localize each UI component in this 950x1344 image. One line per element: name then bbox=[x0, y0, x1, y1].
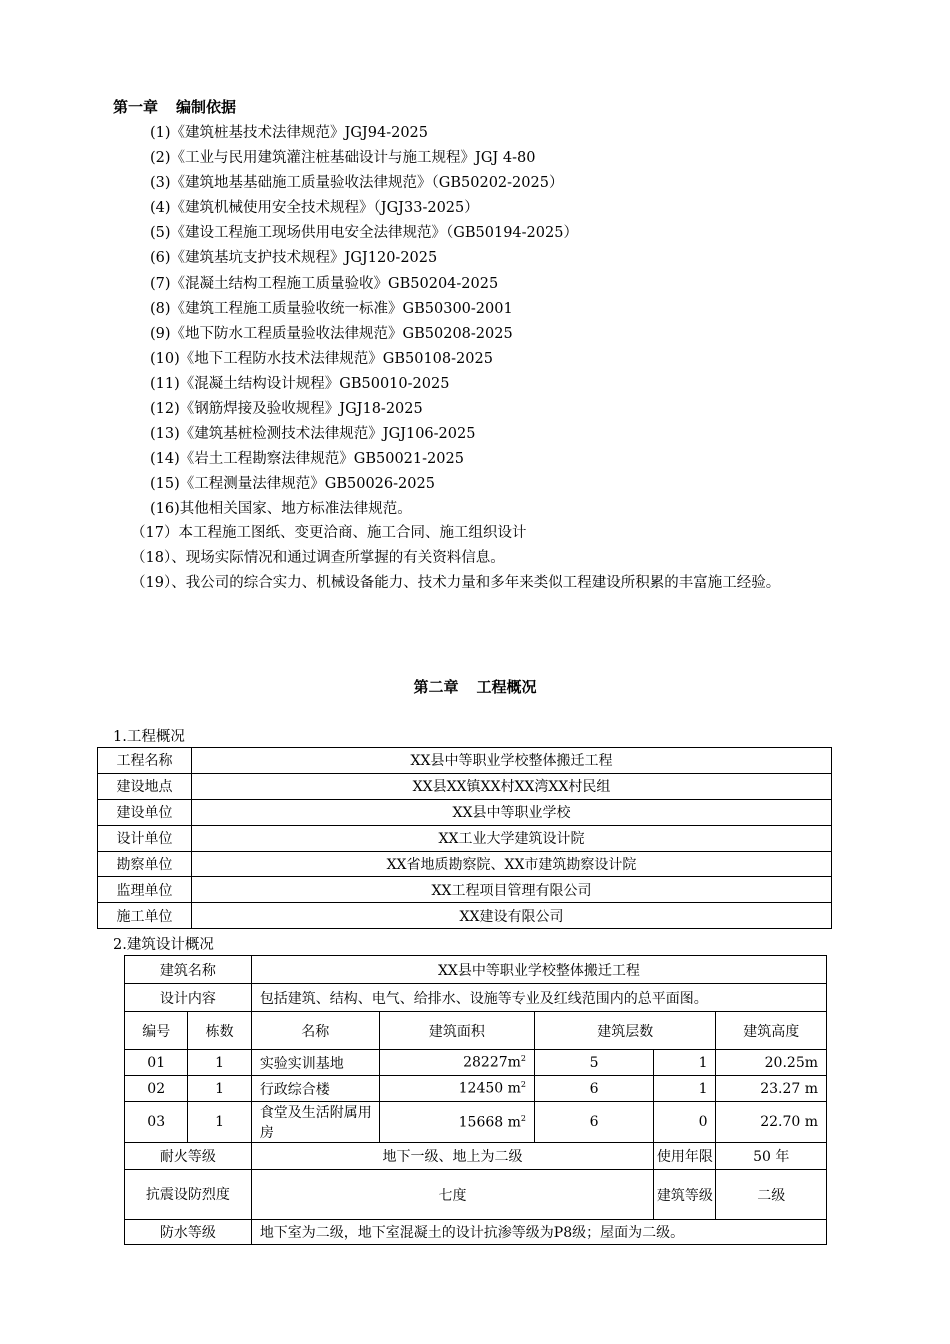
section2-label: 2.建筑设计概况 bbox=[113, 937, 214, 953]
column-header: 建筑高度 bbox=[716, 1012, 827, 1050]
cell-height: 23.27 m bbox=[716, 1076, 827, 1102]
overview-value: XX建设有限公司 bbox=[192, 903, 832, 929]
overview-value: XX工程项目管理有限公司 bbox=[192, 877, 832, 903]
reference-item: (8)《建筑工程施工质量验收统一标准》GB50300-2001 bbox=[150, 300, 513, 317]
cell-floors-above: 6 bbox=[535, 1102, 654, 1143]
reference-item: (14)《岩土工程勘察法律规范》GB50021-2025 bbox=[150, 451, 464, 468]
table-row bbox=[125, 1076, 827, 1102]
table-row bbox=[125, 956, 827, 984]
reference-item: (7)《混凝土结构工程施工质量验收》GB50204-2025 bbox=[150, 275, 499, 292]
design-value: 七度 bbox=[251, 1170, 653, 1220]
cell-area: 15668 $m^2$ bbox=[379, 1102, 534, 1143]
section1-label: 1.工程概况 bbox=[113, 729, 185, 745]
design-label: 抗震设防烈度 bbox=[125, 1170, 252, 1220]
overview-value: XX县XX镇XX村XX湾XX村民组 bbox=[192, 773, 832, 799]
design-label: 耐火等级 bbox=[125, 1143, 252, 1170]
reference-item-17: （17）本工程施工图纸、变更洽商、施工合同、施工组织设计 bbox=[131, 525, 527, 541]
cell-no: 01 bbox=[125, 1050, 188, 1076]
overview-label: 工程名称 bbox=[98, 748, 192, 774]
cell-floors-below: 1 bbox=[654, 1076, 716, 1102]
table-row bbox=[125, 1050, 827, 1076]
reference-list bbox=[150, 121, 578, 523]
design-label: 防水等级 bbox=[125, 1220, 252, 1245]
table-row bbox=[98, 748, 832, 774]
cell-area: 12450 $m^2$ bbox=[379, 1076, 534, 1102]
reference-item: (10)《地下工程防水技术法律规范》GB50108-2025 bbox=[150, 350, 493, 367]
table-row bbox=[98, 851, 832, 877]
reference-item: (1)《建筑桩基技术法律规范》JGJ94-2025 bbox=[150, 125, 428, 141]
overview-value: XX县中等职业学校整体搬迁工程 bbox=[192, 748, 832, 774]
reference-item: (4)《建筑机械使用安全技术规程》（JGJ33-2025） bbox=[150, 200, 479, 217]
reference-item: (13)《建筑基桩检测技术法律规范》JGJ106-2025 bbox=[150, 426, 476, 443]
column-header: 栋数 bbox=[188, 1012, 251, 1050]
reference-item: (6)《建筑基坑支护技术规程》JGJ120-2025 bbox=[150, 250, 438, 267]
cell-no: 02 bbox=[125, 1076, 188, 1102]
overview-label: 建设单位 bbox=[98, 799, 192, 825]
cell-floors-above: 5 bbox=[535, 1050, 654, 1076]
cell-count: 1 bbox=[188, 1102, 251, 1143]
overview-value: XX省地质勘察院、XX市建筑勘察设计院 bbox=[192, 851, 832, 877]
design-label: 设计内容 bbox=[125, 984, 252, 1012]
overview-label: 建设地点 bbox=[98, 773, 192, 799]
reference-item-19: （19）、我公司的综合实力、机械设备能力、技术力量和多年来类似工程建设所积累的丰富施工经验。 bbox=[131, 575, 781, 591]
reference-item: (3)《建筑地基基础施工质量验收法律规范》（GB50202-2025） bbox=[150, 175, 564, 192]
column-header: 名称 bbox=[251, 1012, 379, 1050]
overview-label: 设计单位 bbox=[98, 825, 192, 851]
table-row bbox=[125, 1170, 827, 1220]
cell-height: 22.70 m bbox=[716, 1102, 827, 1143]
reference-item: (12)《钢筋焊接及验收规程》JGJ18-2025 bbox=[150, 401, 423, 418]
design-value: 二级 bbox=[716, 1170, 827, 1220]
project-overview-table bbox=[97, 747, 832, 929]
chapter1-heading bbox=[113, 96, 236, 117]
table-row bbox=[98, 903, 832, 929]
reference-item-18: （18）、现场实际情况和通过调查所掌握的有关资料信息。 bbox=[131, 550, 505, 566]
cell-floors-below: 0 bbox=[654, 1102, 716, 1143]
design-value: 50 年 bbox=[716, 1143, 827, 1170]
chapter1-title: 编制依据 bbox=[176, 98, 237, 116]
table-row bbox=[125, 1102, 827, 1143]
overview-label: 勘察单位 bbox=[98, 851, 192, 877]
cell-name: 食堂及生活附属用房 bbox=[251, 1102, 379, 1143]
reference-item: (5)《建设工程施工现场供用电安全法律规范》（GB50194-2025） bbox=[150, 225, 578, 242]
cell-count: 1 bbox=[188, 1050, 251, 1076]
overview-value: XX工业大学建筑设计院 bbox=[192, 825, 832, 851]
cell-area: $28227m^2$ bbox=[379, 1050, 534, 1076]
column-header: 建筑面积 bbox=[379, 1012, 534, 1050]
table-row bbox=[98, 773, 832, 799]
cell-floors-above: 6 bbox=[535, 1076, 654, 1102]
design-label: 使用年限 bbox=[654, 1143, 716, 1170]
reference-item: (9)《地下防水工程质量验收法律规范》GB50208-2025 bbox=[150, 325, 513, 342]
overview-label: 监理单位 bbox=[98, 877, 192, 903]
cell-no: 03 bbox=[125, 1102, 188, 1143]
cell-name: 行政综合楼 bbox=[251, 1076, 379, 1102]
chapter2-number: 第二章 bbox=[413, 678, 459, 696]
column-header: 编号 bbox=[125, 1012, 188, 1050]
overview-value: XX县中等职业学校 bbox=[192, 799, 832, 825]
design-value: 包括建筑、结构、电气、给排水、设施等专业及红线范围内的总平面图。 bbox=[251, 984, 826, 1012]
cell-count: 1 bbox=[188, 1076, 251, 1102]
overview-label: 施工单位 bbox=[98, 903, 192, 929]
cell-floors-below: 1 bbox=[654, 1050, 716, 1076]
reference-item: (15)《工程测量法律规范》GB50026-2025 bbox=[150, 476, 435, 493]
reference-item: (16)其他相关国家、地方标准法律规范。 bbox=[150, 501, 412, 518]
design-label: 建筑名称 bbox=[125, 956, 252, 984]
cell-height: 20.25m bbox=[716, 1050, 827, 1076]
chapter1-number: 第一章 bbox=[113, 98, 159, 116]
chapter2-title: 工程概况 bbox=[476, 678, 537, 696]
table-row bbox=[98, 877, 832, 903]
table-row bbox=[98, 799, 832, 825]
building-design-table bbox=[124, 955, 827, 1245]
design-value: XX县中等职业学校整体搬迁工程 bbox=[251, 956, 826, 984]
table-row bbox=[125, 984, 827, 1012]
design-value: 地下一级、地上为二级 bbox=[251, 1143, 653, 1170]
chapter2-heading bbox=[0, 676, 950, 697]
reference-item: (2)《工业与民用建筑灌注桩基础设计与施工规程》JGJ 4-80 bbox=[150, 150, 536, 167]
table-row bbox=[98, 825, 832, 851]
design-value: 地下室为二级，地下室混凝土的设计抗渗等级为P8级；屋面为二级。 bbox=[251, 1220, 826, 1245]
table-row bbox=[125, 1143, 827, 1170]
table-header-row bbox=[125, 1012, 827, 1050]
column-header: 建筑层数 bbox=[535, 1012, 716, 1050]
cell-name: 实验实训基地 bbox=[251, 1050, 379, 1076]
design-label: 建筑等级 bbox=[654, 1170, 716, 1220]
reference-item: (11)《混凝土结构设计规程》GB50010-2025 bbox=[150, 375, 450, 392]
table-row bbox=[125, 1220, 827, 1245]
